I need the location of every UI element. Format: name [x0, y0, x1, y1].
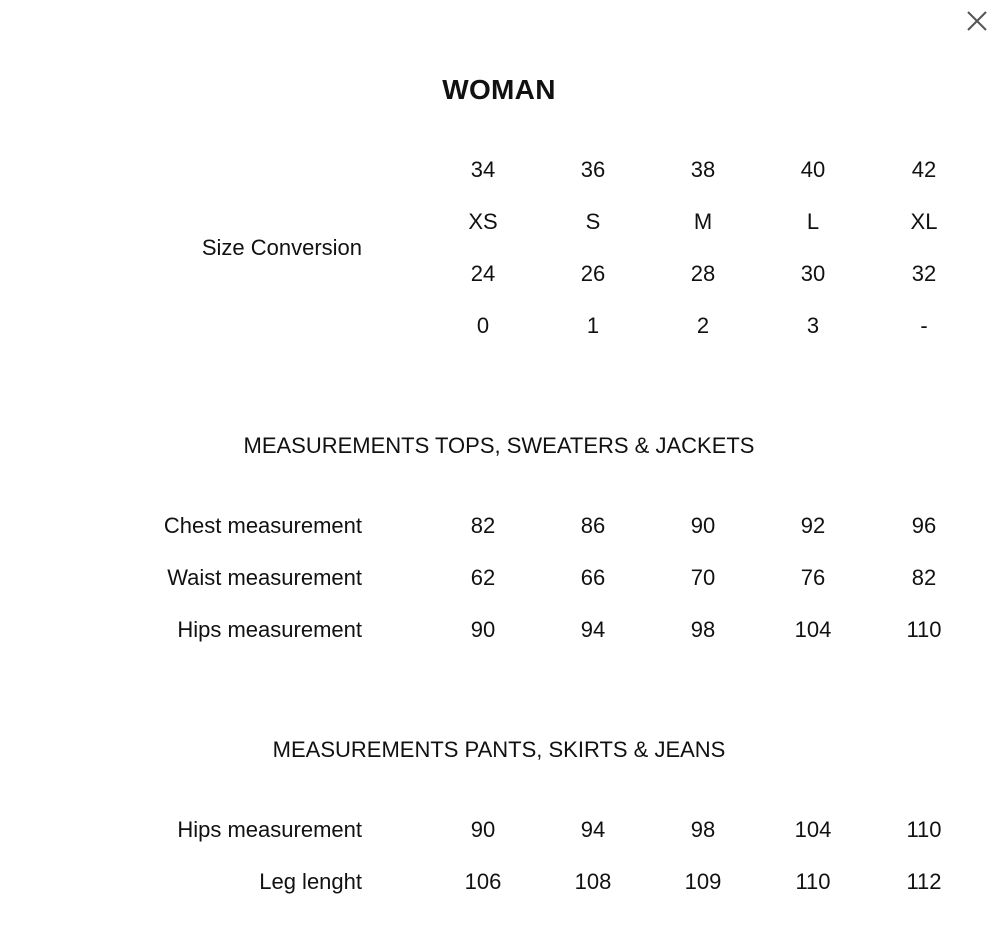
close-button[interactable]	[962, 6, 992, 36]
size-cell: 30	[800, 261, 826, 286]
size-cell: XL	[910, 209, 938, 234]
size-cell: 36	[580, 157, 606, 182]
row-label: Waist measurement	[167, 565, 362, 590]
size-cell: 3	[806, 313, 820, 338]
table-cell: 104	[794, 817, 832, 842]
row-label: Hips measurement	[177, 617, 362, 642]
table-cell: 94	[580, 817, 606, 842]
table-cell: 104	[794, 617, 832, 642]
table-cell: 96	[911, 513, 937, 538]
size-cell: S	[585, 209, 601, 234]
table-cell: 106	[464, 869, 502, 894]
row-label: Hips measurement	[177, 817, 362, 842]
table-cell: 82	[470, 513, 496, 538]
table-cell: 109	[684, 869, 722, 894]
size-cell: L	[806, 209, 820, 234]
table-cell: 108	[574, 869, 612, 894]
size-cell: 26	[580, 261, 606, 286]
table-cell: 110	[906, 617, 942, 642]
table-cell: 94	[580, 617, 606, 642]
close-icon	[962, 6, 992, 36]
size-cell: 40	[800, 157, 826, 182]
table-cell: 90	[690, 513, 716, 538]
size-cell: 24	[470, 261, 496, 286]
size-cell: 42	[911, 157, 937, 182]
size-cell: 2	[696, 313, 710, 338]
table-cell: 110	[795, 869, 831, 894]
table-cell: 92	[800, 513, 826, 538]
tops-section-heading: MEASUREMENTS TOPS, SWEATERS & JACKETS	[243, 433, 755, 458]
table-cell: 86	[580, 513, 606, 538]
table-cell: 112	[906, 869, 942, 894]
size-cell: XS	[468, 209, 498, 234]
size-cell: 1	[586, 313, 600, 338]
row-label: Leg lenght	[259, 869, 362, 894]
table-cell: 98	[690, 817, 716, 842]
table-cell: 66	[580, 565, 606, 590]
size-conversion-label: Size Conversion	[201, 235, 362, 260]
size-cell: 0	[476, 313, 490, 338]
table-cell: 90	[470, 617, 496, 642]
table-cell: 90	[470, 817, 496, 842]
size-cell: 32	[911, 261, 937, 286]
table-cell: 110	[906, 817, 942, 842]
table-cell: 76	[800, 565, 826, 590]
table-cell: 62	[470, 565, 496, 590]
size-cell: M	[693, 209, 713, 234]
table-cell: 82	[911, 565, 937, 590]
size-cell: 38	[690, 157, 716, 182]
size-cell: 28	[690, 261, 716, 286]
row-label: Chest measurement	[163, 513, 362, 538]
size-cell: -	[920, 313, 928, 338]
table-cell: 98	[690, 617, 716, 642]
pants-section-heading: MEASUREMENTS PANTS, SKIRTS & JEANS	[272, 737, 726, 762]
page-title: WOMAN	[442, 74, 556, 105]
table-cell: 70	[690, 565, 716, 590]
size-cell: 34	[470, 157, 496, 182]
